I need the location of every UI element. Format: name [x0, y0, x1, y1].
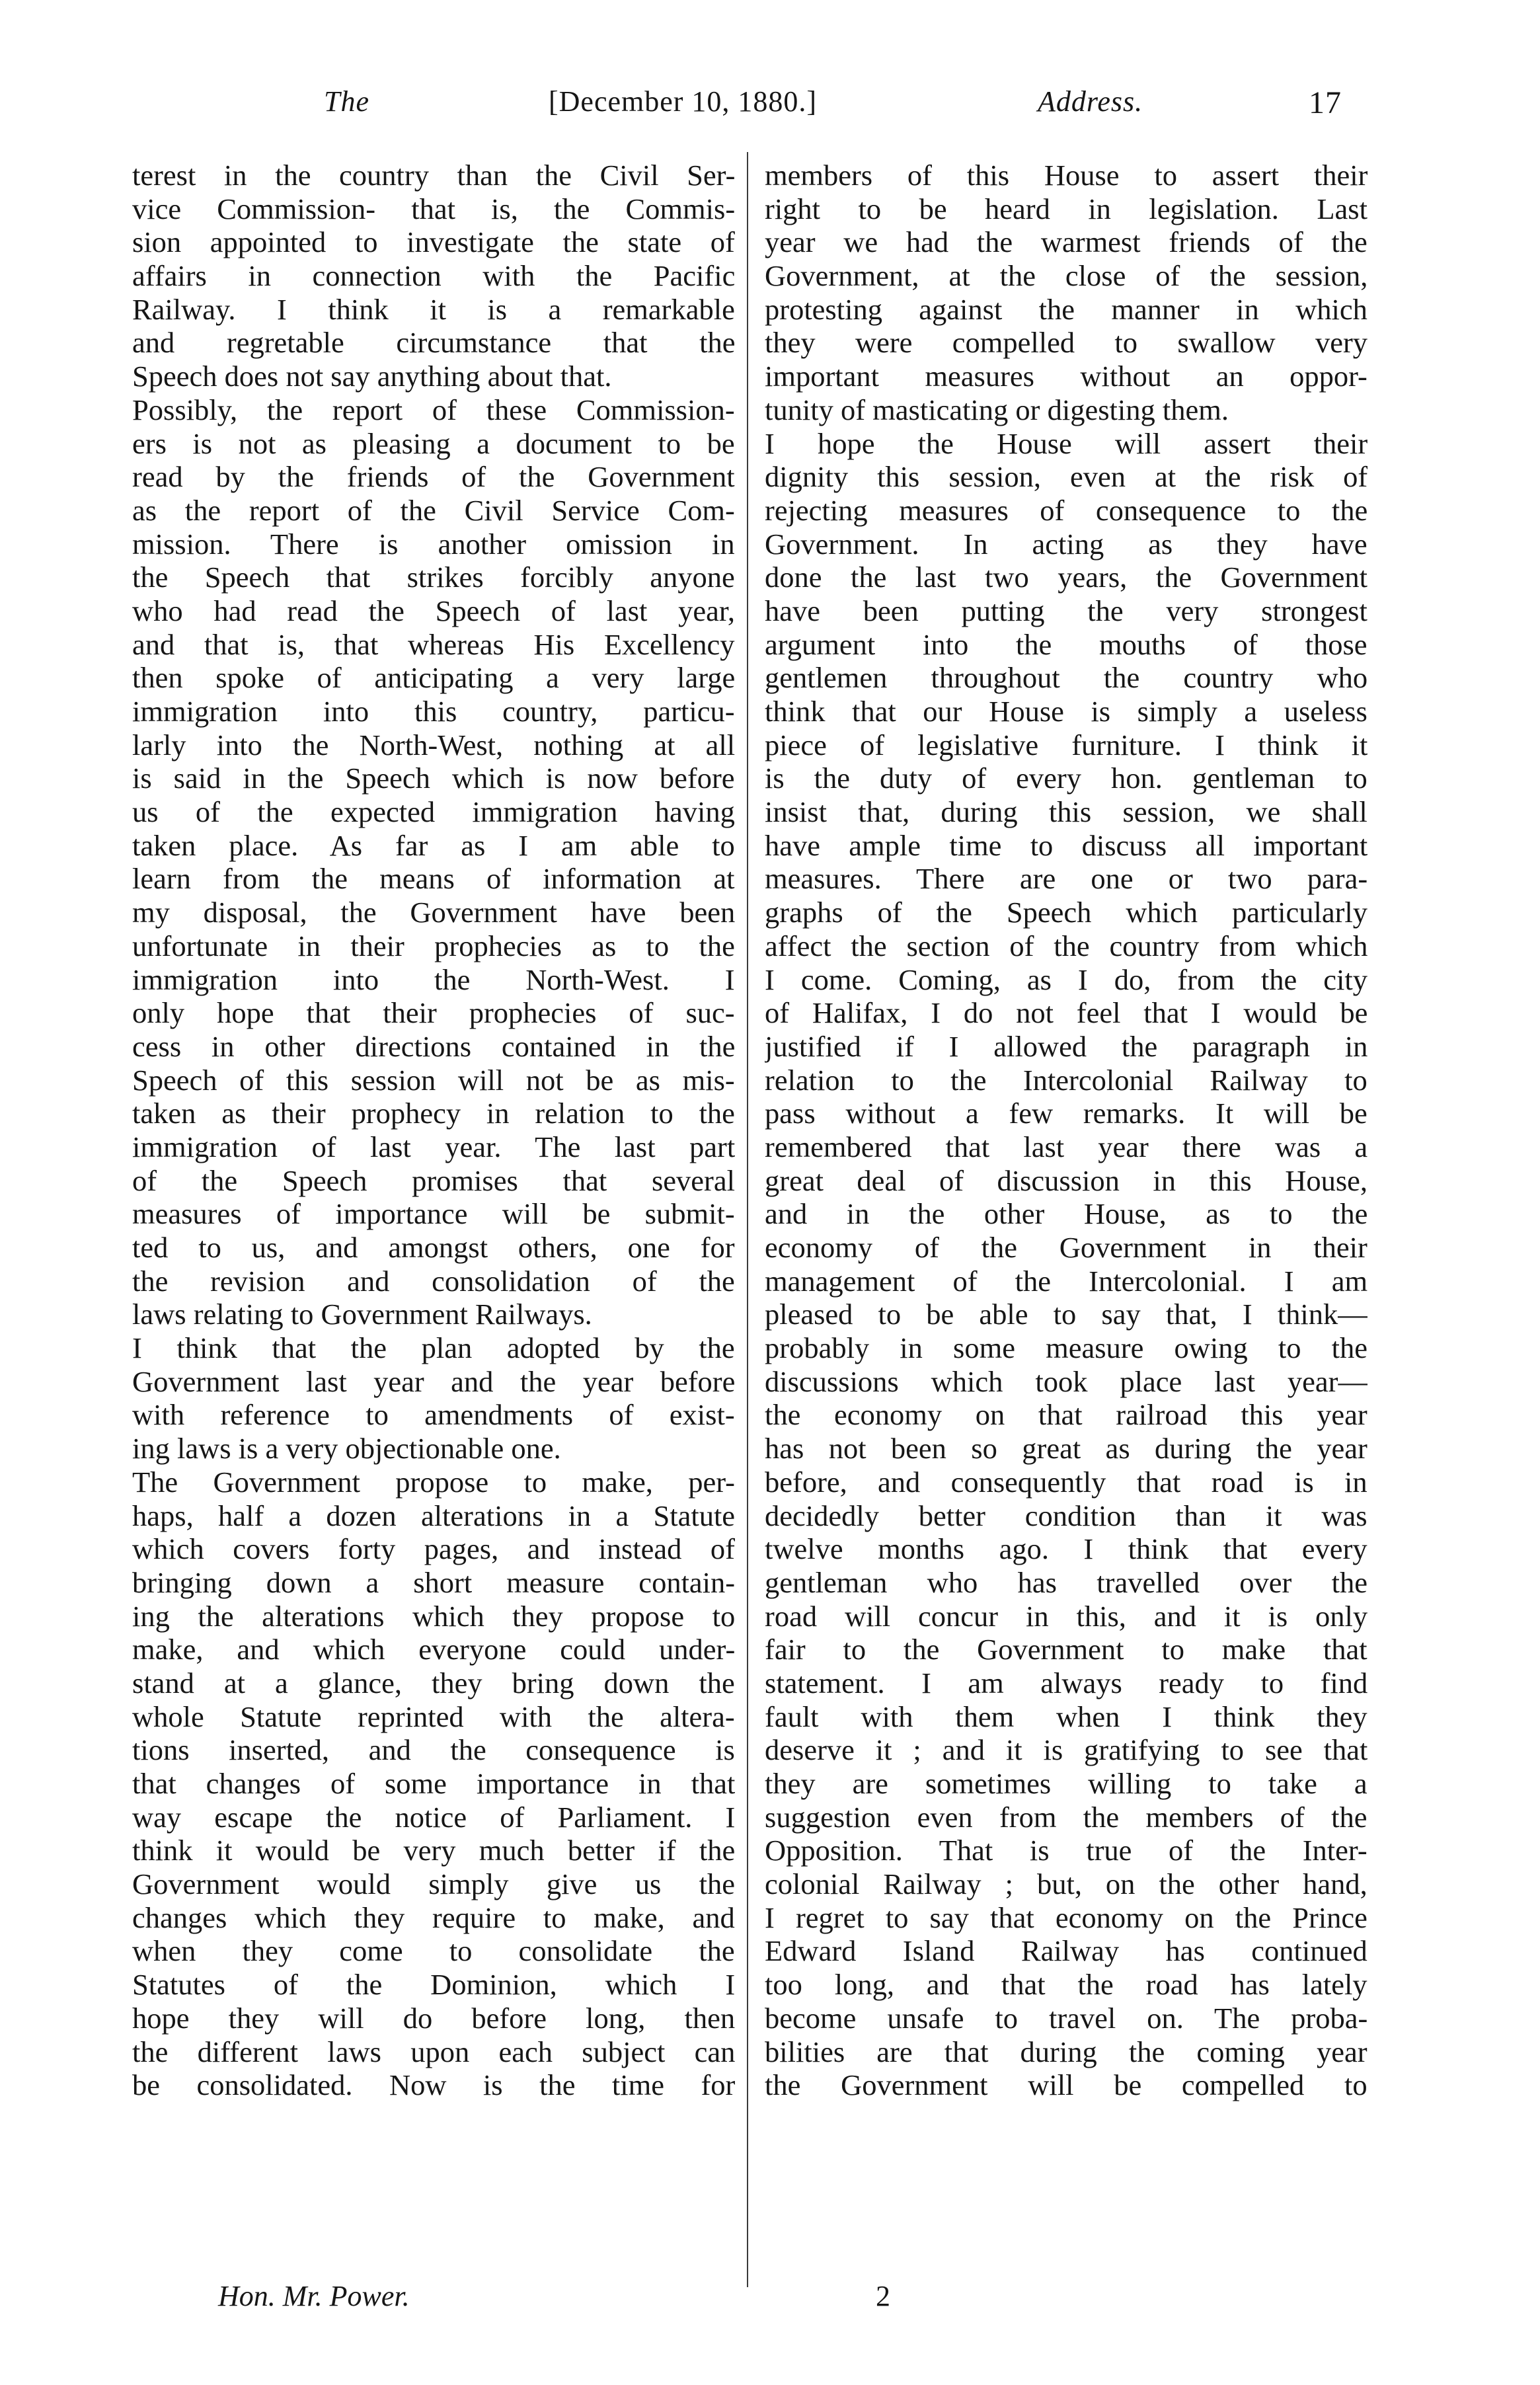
text-line: bilities are that during the coming year	[765, 2035, 1367, 2068]
text-line: they were compelled to swallow very	[765, 326, 1367, 360]
text-line: of the Speech promises that several	[132, 1163, 735, 1197]
text-line: pleased to be able to say that, I think—	[765, 1298, 1367, 1331]
text-line: Statutes of the Dominion, which I	[132, 1968, 735, 2002]
text-line: argument into the mouths of those	[765, 627, 1367, 661]
text-line: is said in the Speech which is now before	[132, 762, 735, 795]
text-line: when they come to consolidate the	[132, 1934, 735, 1968]
text-line: unfortunate in their prophecies as to the	[132, 929, 735, 962]
text-line: Government, at the close of the session,	[765, 259, 1367, 293]
text-line: ing laws is a very objectionable one.	[132, 1432, 561, 1466]
text-line: make, and which everyone could under-	[132, 1633, 735, 1666]
running-head-right: Address.	[1038, 85, 1143, 118]
text-line: ers is not as pleasing a document to be	[132, 426, 735, 460]
text-line: deserve it ; and it is gratifying to see that	[765, 1733, 1367, 1767]
text-line: done the last two years, the Government	[765, 561, 1367, 594]
text-line: and that is, that whereas His Excellency	[132, 627, 735, 661]
text-line: Speech of this session will not be as mis-	[132, 1063, 735, 1097]
text-line: I think that the plan adopted by the	[132, 1331, 735, 1365]
text-line: that changes of some importance in that	[132, 1767, 735, 1800]
text-line: which covers forty pages, and instead of	[132, 1532, 735, 1566]
text-line: protesting against the manner in which	[765, 292, 1367, 326]
text-line: fault with them when I think they	[765, 1700, 1367, 1733]
text-line: have been putting the very strongest	[765, 594, 1367, 627]
text-line: decidedly better condition than it was	[765, 1499, 1367, 1532]
text-line: us of the expected immigration having	[132, 795, 735, 829]
text-line: they are sometimes willing to take a	[765, 1767, 1367, 1800]
right-column	[765, 159, 1367, 2102]
text-line: year we had the warmest friends of the	[765, 225, 1367, 259]
text-line: of Halifax, I do not feel that I would be	[765, 996, 1367, 1030]
text-line: Possibly, the report of these Commission-	[132, 393, 735, 426]
text-line: dignity this session, even at the risk of	[765, 460, 1367, 494]
text-line: is the duty of every hon. gentleman to	[765, 762, 1367, 795]
text-line: members of this House to assert their	[765, 159, 1367, 192]
text-line: then spoke of anticipating a very large	[132, 661, 735, 695]
text-line: justified if I allowed the paragraph in	[765, 1029, 1367, 1063]
text-line: tunity of masticating or digesting them.	[765, 393, 1229, 426]
text-line: Government last year and the year before	[132, 1364, 735, 1398]
text-line: immigration into this country, particu-	[132, 695, 735, 728]
text-line: suggestion even from the members of the	[765, 1800, 1367, 1834]
text-line: mission. There is another omission in	[132, 527, 735, 561]
text-line: I come. Coming, as I do, from the city	[765, 962, 1367, 996]
text-line: insist that, during this session, we shall	[765, 795, 1367, 829]
text-line: read by the friends of the Government	[132, 460, 735, 494]
text-line: way escape the notice of Parliament. I	[132, 1800, 735, 1834]
text-line: be consolidated. Now is the time for	[132, 2068, 735, 2102]
text-line: gentlemen throughout the country who	[765, 661, 1367, 695]
text-line: taken place. As far as I am able to	[132, 828, 735, 862]
text-line: Railway. I think it is a remarkable	[132, 292, 735, 326]
running-head-date: [December 10, 1880.]	[549, 85, 818, 118]
text-line: Government. In acting as they have	[765, 527, 1367, 561]
text-line: immigration of last year. The last part	[132, 1130, 735, 1163]
text-line: the Government will be compelled to	[765, 2068, 1367, 2102]
text-line: larly into the North-West, nothing at all	[132, 728, 735, 762]
text-line: rejecting measures of consequence to the	[765, 493, 1367, 527]
text-line: Opposition. That is true of the Inter-	[765, 1834, 1367, 1867]
text-line: piece of legislative furniture. I think it	[765, 728, 1367, 762]
text-line: and regretable circumstance that the	[132, 326, 735, 360]
text-line: my disposal, the Government have been	[132, 896, 735, 929]
text-line: pass without a few remarks. It will be	[765, 1097, 1367, 1130]
text-line: and in the other House, as to the	[765, 1197, 1367, 1231]
left-column	[132, 159, 735, 2102]
text-line: Speech does not say anything about that.	[132, 360, 612, 393]
text-line: has not been so great as during the year	[765, 1432, 1367, 1466]
page-number: 17	[1309, 85, 1342, 120]
text-line: colonial Railway ; but, on the other hand,	[765, 1867, 1367, 1901]
text-line: cess in other directions contained in the	[132, 1029, 735, 1063]
text-line: ted to us, and amongst others, one for	[132, 1231, 735, 1264]
text-line: with reference to amendments of exist-	[132, 1398, 735, 1432]
text-line: right to be heard in legislation. Last	[765, 192, 1367, 225]
text-line: become unsafe to travel on. The proba-	[765, 2001, 1367, 2035]
text-line: discussions which took place last year—	[765, 1364, 1367, 1398]
text-line: The Government propose to make, per-	[132, 1465, 735, 1499]
text-line: I hope the House will assert their	[765, 426, 1367, 460]
text-line: hope they will do before long, then	[132, 2001, 735, 2035]
text-line: bringing down a short measure contain-	[132, 1565, 735, 1599]
text-line: before, and consequently that road is in	[765, 1465, 1367, 1499]
text-line: terest in the country than the Civil Ser-	[132, 159, 735, 192]
text-line: vice Commission- that is, the Commis-	[132, 192, 735, 225]
text-line: sion appointed to investigate the state of	[132, 225, 735, 259]
text-line: road will concur in this, and it is only	[765, 1599, 1367, 1633]
text-line: learn from the means of information at	[132, 862, 735, 896]
text-line: the revision and consolidation of the	[132, 1264, 735, 1298]
text-line: statement. I am always ready to find	[765, 1666, 1367, 1700]
text-line: affairs in connection with the Pacific	[132, 259, 735, 293]
text-line: graphs of the Speech which particularly	[765, 896, 1367, 929]
text-line: only hope that their prophecies of suc-	[132, 996, 735, 1030]
text-line: measures. There are one or two para-	[765, 862, 1367, 896]
text-line: think it would be very much better if the	[132, 1834, 735, 1867]
text-line: taken as their prophecy in relation to the	[132, 1097, 735, 1130]
text-line: affect the section of the country from which	[765, 929, 1367, 962]
running-head-left: The	[324, 85, 369, 118]
text-line: fair to the Government to make that	[765, 1633, 1367, 1666]
text-line: economy of the Government in their	[765, 1231, 1367, 1264]
text-line: important measures without an oppor-	[765, 360, 1367, 393]
text-line: changes which they require to make, and	[132, 1900, 735, 1934]
text-line: remembered that last year there was a	[765, 1130, 1367, 1163]
text-line: measures of importance will be submit-	[132, 1197, 735, 1231]
text-line: too long, and that the road has lately	[765, 1968, 1367, 2002]
text-line: think that our House is simply a useless	[765, 695, 1367, 728]
text-line: the economy on that railroad this year	[765, 1398, 1367, 1432]
text-line: whole Statute reprinted with the altera-	[132, 1700, 735, 1733]
page-header	[132, 85, 1388, 131]
text-line: who had read the Speech of last year,	[132, 594, 735, 627]
text-line: the Speech that strikes forcibly anyone	[132, 561, 735, 594]
text-line: Edward Island Railway has continued	[765, 1934, 1367, 1968]
text-line: relation to the Intercolonial Railway to	[765, 1063, 1367, 1097]
text-line: haps, half a dozen alterations in a Statute	[132, 1499, 735, 1532]
column-divider	[747, 152, 748, 2287]
text-line: laws relating to Government Railways.	[132, 1298, 592, 1331]
speaker-attribution: Hon. Mr. Power.	[218, 2280, 410, 2312]
text-line: have ample time to discuss all important	[765, 828, 1367, 862]
text-line: great deal of discussion in this House,	[765, 1163, 1367, 1197]
text-line: tions inserted, and the consequence is	[132, 1733, 735, 1767]
text-line: Government would simply give us the	[132, 1867, 735, 1901]
text-line: twelve months ago. I think that every	[765, 1532, 1367, 1566]
signature-mark: 2	[876, 2280, 890, 2312]
text-line: probably in some measure owing to the	[765, 1331, 1367, 1365]
text-line: ing the alterations which they propose to	[132, 1599, 735, 1633]
text-line: I regret to say that economy on the Prince	[765, 1900, 1367, 1934]
text-line: the different laws upon each subject can	[132, 2035, 735, 2068]
text-line: immigration into the North-West. I	[132, 962, 735, 996]
text-line: as the report of the Civil Service Com-	[132, 493, 735, 527]
text-line: gentleman who has travelled over the	[765, 1565, 1367, 1599]
text-line: management of the Intercolonial. I am	[765, 1264, 1367, 1298]
text-line: stand at a glance, they bring down the	[132, 1666, 735, 1700]
